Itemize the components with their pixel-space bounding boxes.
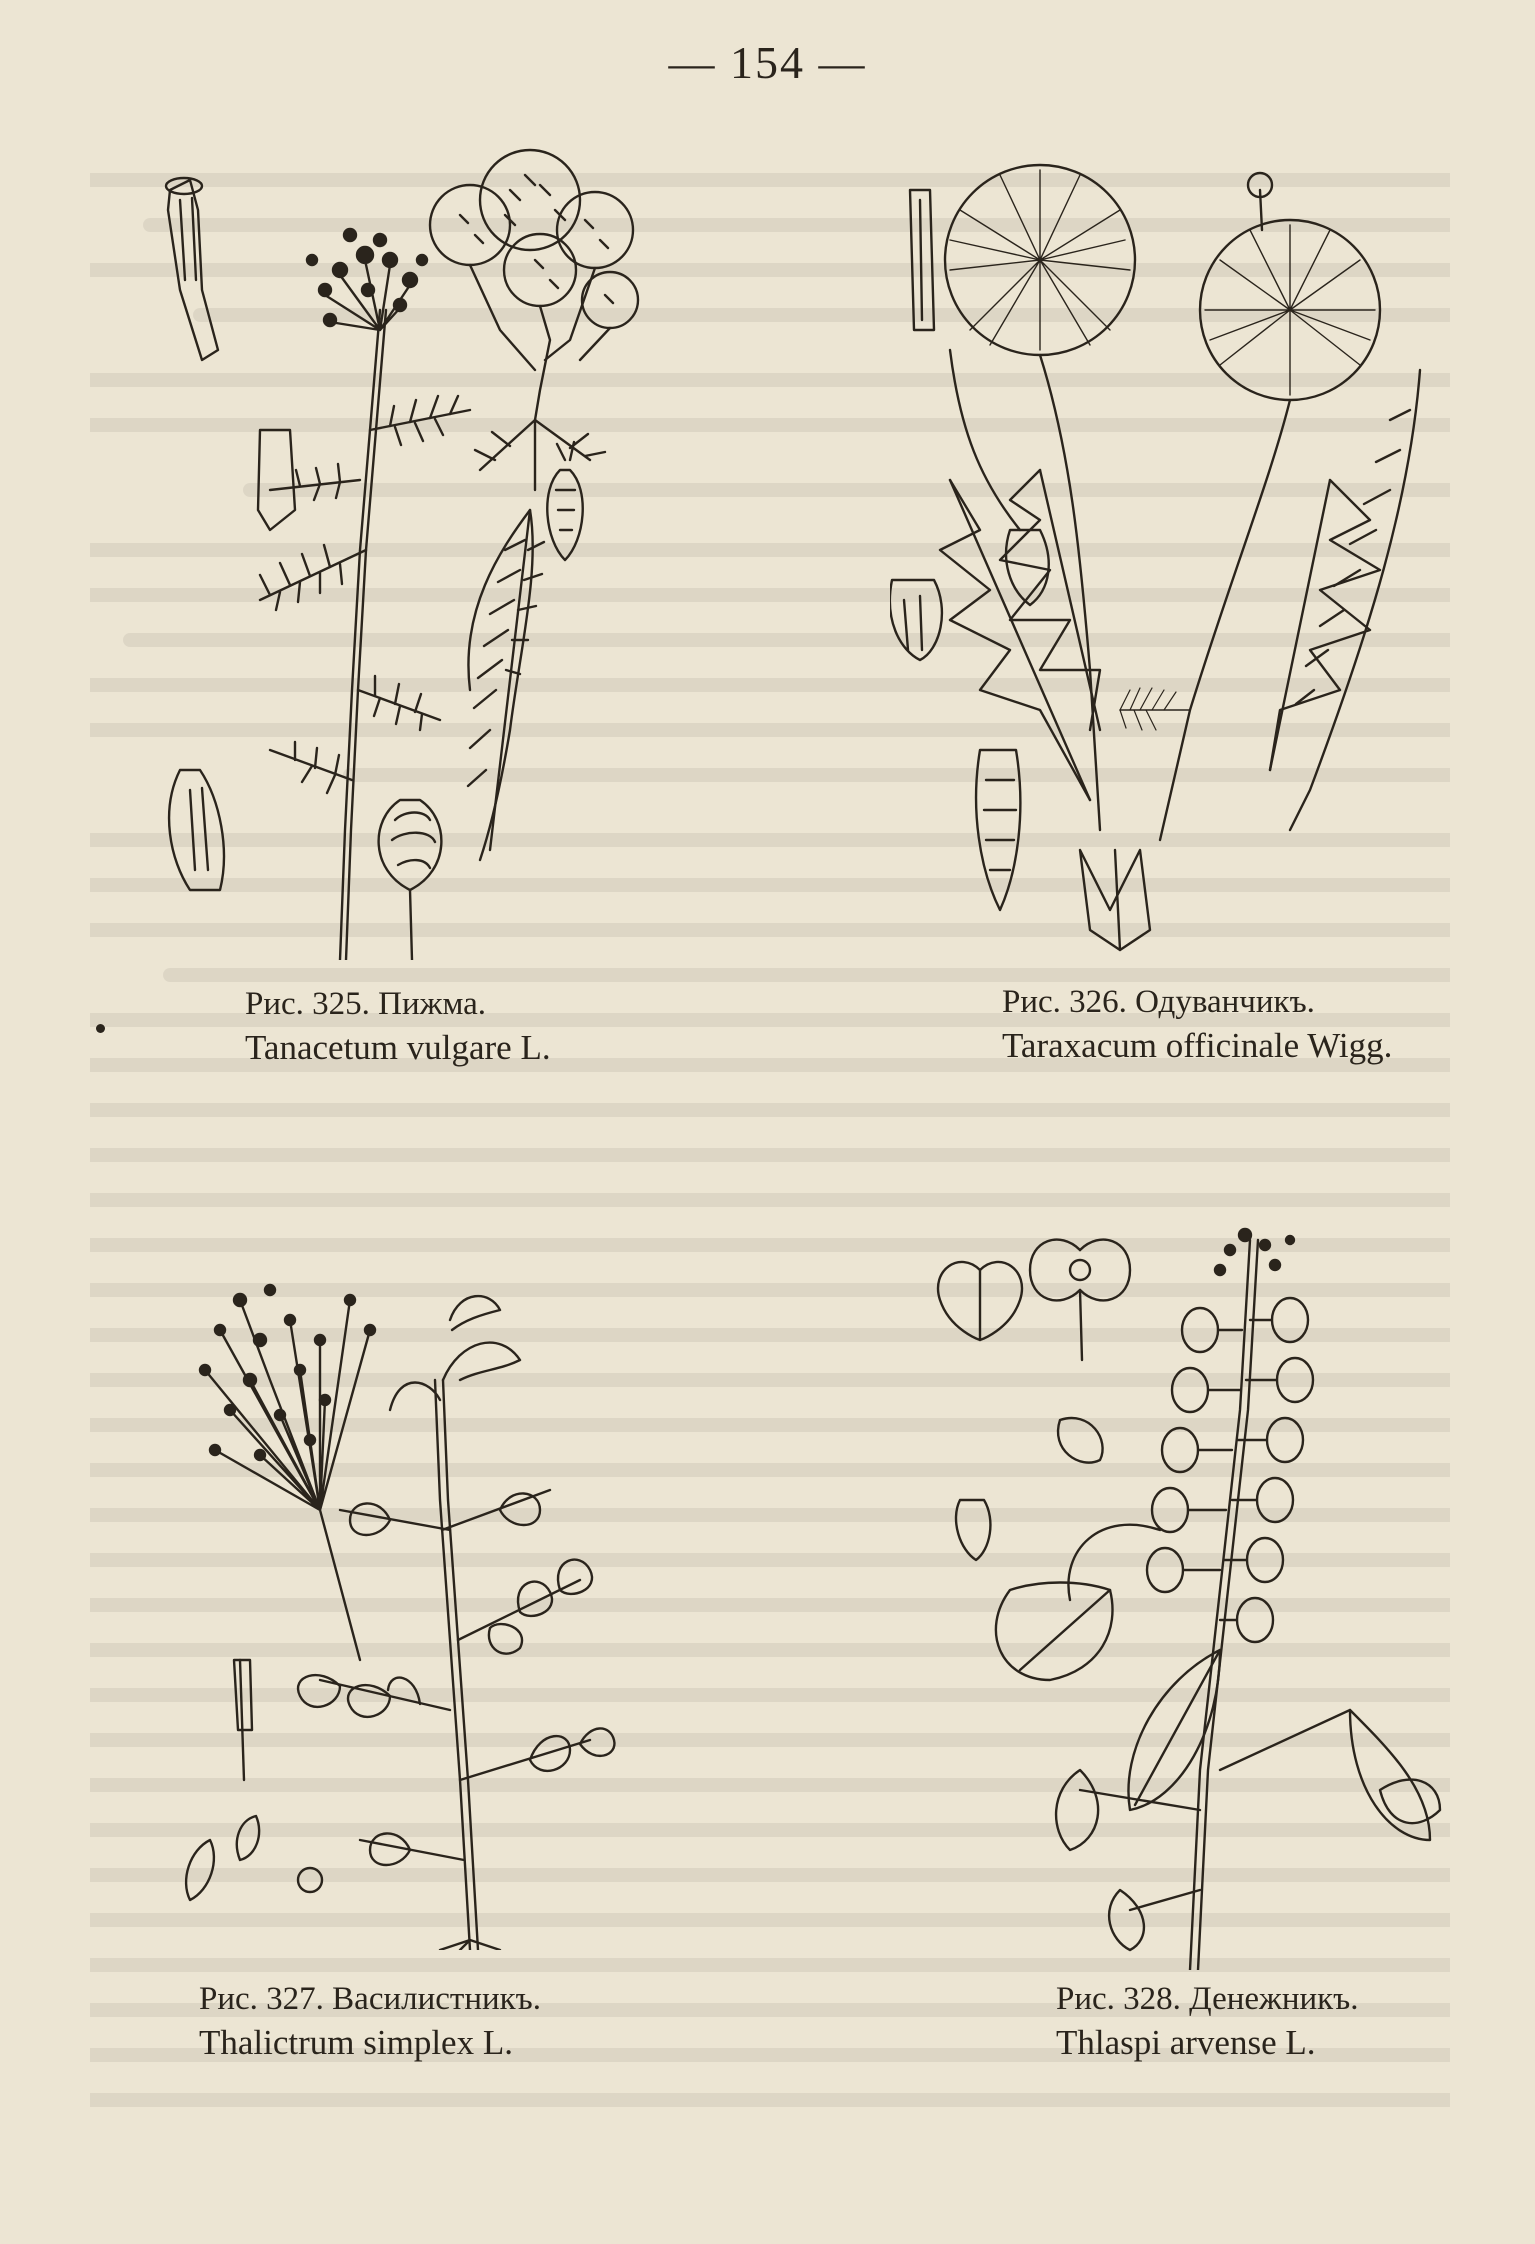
- figure-325-caption: [245, 982, 551, 1070]
- figure-328-caption-latin: Thlaspi arvense L.: [1056, 2023, 1316, 2062]
- figure-328-caption-ru: Рис. 328. Денежникъ.: [1056, 1981, 1359, 2017]
- figure-326-caption-ru: Рис. 326. Одуванчикъ.: [1002, 984, 1315, 1020]
- figure-327-caption-ru: Рис. 327. Василистникъ.: [199, 1981, 541, 2017]
- figure-328-caption: [1056, 1977, 1359, 2065]
- figure-327-caption: [199, 1977, 541, 2065]
- figure-325-caption-ru: Рис. 325. Пижма.: [245, 986, 487, 1022]
- figure-328-illustration: [920, 1210, 1460, 1970]
- figure-327-illustration: [160, 1260, 720, 1950]
- figure-326-illustration: [890, 150, 1450, 970]
- figure-325-illustration: [140, 130, 700, 960]
- figure-325-caption-latin: Tanacetum vulgare L.: [245, 1028, 551, 1067]
- figure-326-caption: [1002, 980, 1392, 1068]
- figure-326-caption-latin: Taraxacum officinale Wigg.: [1002, 1026, 1393, 1065]
- ink-blot: [96, 1024, 105, 1033]
- page-number: — 154 —: [668, 37, 867, 88]
- figure-327-caption-latin: Thalictrum simplex L.: [199, 2023, 513, 2062]
